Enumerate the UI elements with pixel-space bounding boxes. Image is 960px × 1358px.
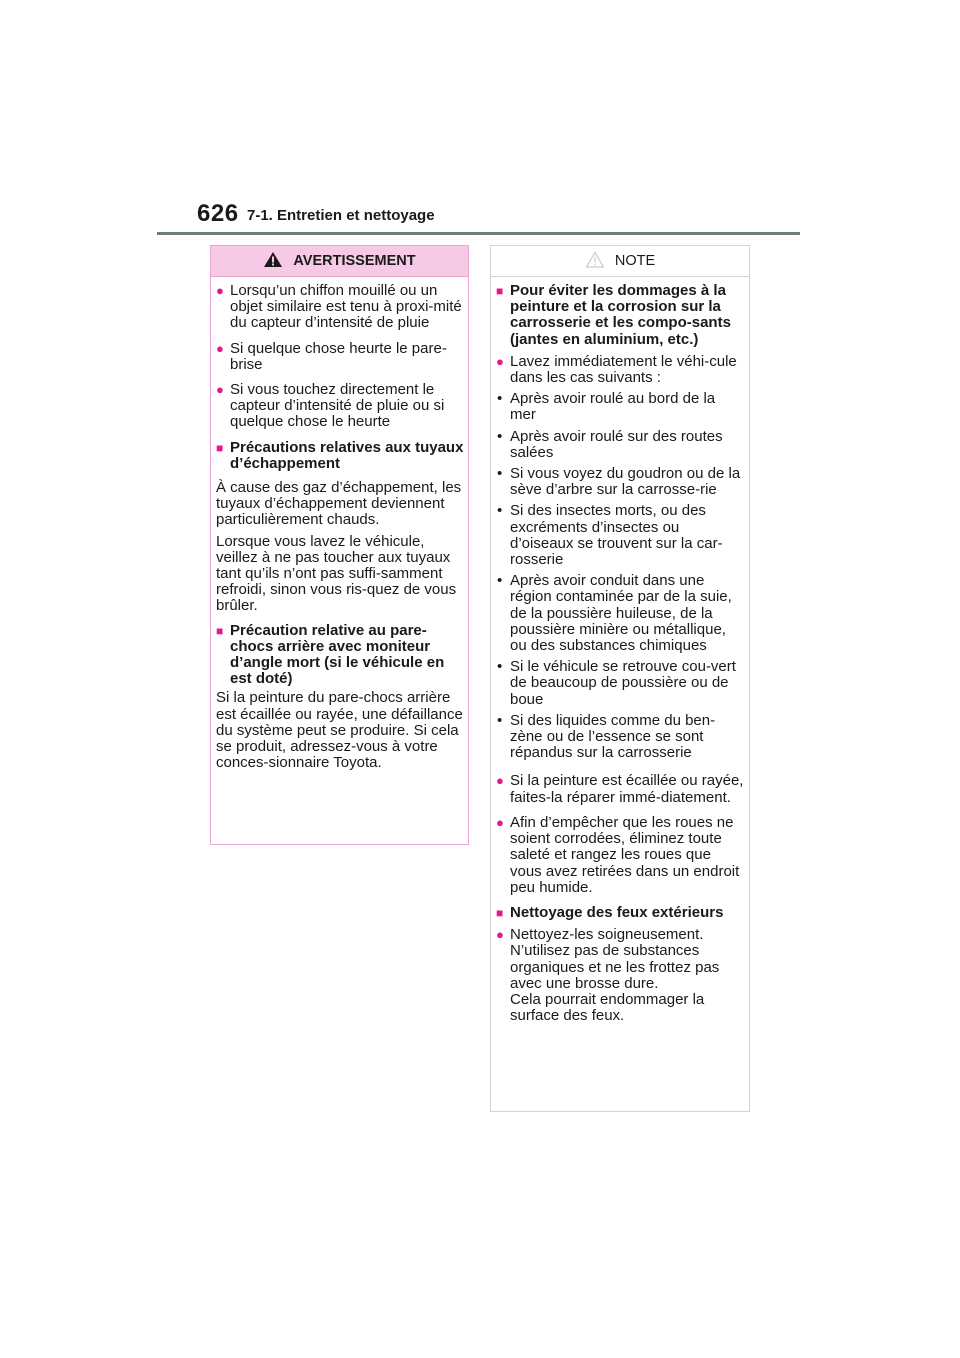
warning-triangle-icon — [263, 251, 283, 272]
section-heading-lights: ■ Nettoyage des feux extérieurs — [496, 903, 724, 921]
caution-triangle-icon — [585, 251, 605, 272]
square-marker-icon: ■ — [216, 440, 224, 455]
warning-header — [211, 246, 468, 277]
square-marker-icon: ■ — [496, 284, 504, 298]
section-heading-exhaust: ■ Précautions relatives aux tuyaux d’échappement — [216, 438, 464, 472]
paragraph: Si la peinture du pare-chocs arrière est écaillée ou rayée, une défaillance du système peut se produire. Si cela se produit, adressez-vous à votre conces-sionnaire Toyota. — [216, 689, 463, 772]
page-number: 626 — [197, 200, 239, 227]
square-marker-icon: ■ — [496, 905, 504, 920]
section-heading-paint: ■ Pour éviter les dommages à la peinture et la corrosion sur la carrosserie et les compo-sants (jantes en aluminium, etc.) — [496, 282, 731, 348]
chapter-title: 7-1. Entretien et nettoyage — [247, 207, 435, 224]
list-item: ● Nettoyez-les soigneusement. N’utilisez pas de substances organiques et ne les frottez pas avec une brosse dure. Cela pourrait endommager la surface des feux. — [496, 926, 720, 1025]
warning-box — [210, 245, 469, 845]
bullet-circle-icon: ● — [496, 814, 504, 830]
case-item: • Si vous voyez du goudron ou de la sève d’arbre sur la carrosse-rie — [497, 465, 741, 499]
list-item: ● Lorsqu’un chiffon mouillé ou un objet similaire est tenu à proxi-mité du capteur d’intensité de pluie — [216, 282, 462, 332]
note-title: NOTE — [614, 253, 656, 269]
bullet-circle-icon: ● — [216, 382, 224, 398]
list-item: ● Si quelque chose heurte le pare-brise — [216, 339, 447, 373]
list-item: ● Afin d’empêcher que les roues ne soient corrodées, éliminez toute saleté et rangez les roues que vous avez retirées dans un endroit peu humide. — [496, 813, 740, 896]
bullet-circle-icon: ● — [496, 773, 504, 789]
case-item: • Après avoir roulé sur des routes salées — [497, 427, 723, 461]
case-item: • Si le véhicule se retrouve cou-vert de beaucoup de poussière ou de boue — [497, 658, 736, 708]
note-box — [490, 245, 750, 1112]
square-marker-icon: ■ — [216, 623, 224, 638]
bullet-circle-icon: ● — [496, 927, 504, 943]
note-body — [491, 277, 749, 1024]
list-item: ● Si la peinture est écaillée ou rayée, faites-la réparer immé-diatement. — [496, 772, 744, 806]
case-item: • Si des insectes morts, ou des excréments d’insectes ou d’oiseaux se trouvent sur la car-rosserie — [497, 502, 723, 569]
header-rule — [157, 232, 800, 235]
section-heading-bumper: ■ Précaution relative au pare-chocs arrière avec moniteur d’angle mort (si le véhicule en est doté) — [216, 621, 445, 688]
warning-title: AVERTISSEMENT — [293, 253, 416, 269]
bullet-circle-icon: ● — [496, 353, 504, 369]
paragraph: Lorsque vous lavez le véhicule, veillez à ne pas toucher aux tuyaux tant qu’ils n’ont pas suffi-samment refroidi, sinon vous ris-quez de vous brûler. — [216, 532, 457, 615]
case-item: • Si des liquides comme du ben-zène ou de l’essence se sont répandus sur la carrosserie — [497, 711, 716, 762]
note-header — [491, 246, 749, 277]
list-item: ● Si vous touchez directement le capteur d’intensité de pluie ou si quelque chose le heurte — [216, 381, 445, 431]
list-item: ● Lavez immédiatement le véhi-cule dans les cas suivants : — [496, 352, 737, 387]
paragraph: À cause des gaz d’échappement, les tuyaux d’échappement deviennent particulièrement chauds. — [216, 479, 462, 529]
bullet-circle-icon: ● — [216, 340, 224, 356]
case-item: • Après avoir roulé au bord de la mer — [497, 390, 716, 424]
warning-body — [211, 277, 468, 771]
case-item: • Après avoir conduit dans une région contaminée par de la suie, de la poussière huileuse, de la poussière minière ou métallique, ou des substances chimiques — [497, 572, 732, 655]
bullet-circle-icon: ● — [216, 283, 224, 298]
